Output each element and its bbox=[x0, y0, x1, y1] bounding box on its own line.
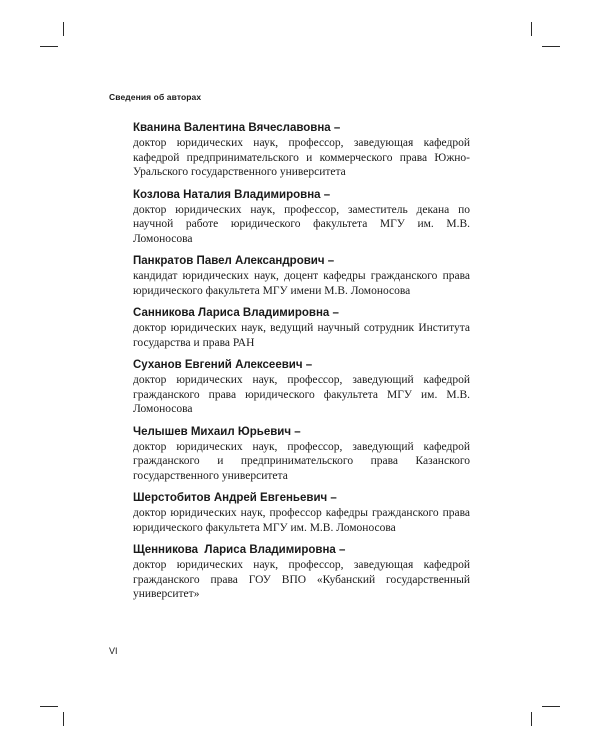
author-description: доктор юридических наук, профессор, заместитель декана по научной работе юридического факультета МГУ им. М.В. Ломоносова bbox=[133, 203, 470, 245]
crop-mark-bottom-right-h bbox=[542, 706, 560, 707]
crop-mark-bottom-left bbox=[63, 712, 64, 726]
page-number: VI bbox=[109, 646, 118, 656]
author-name: Санникова Лариса Владимировна – bbox=[133, 307, 339, 319]
crop-mark-top-right bbox=[531, 22, 532, 36]
author-description: доктор юридических наук, профессор, заведующий кафедрой гражданского и предпринимательского права Казанского государственного университета bbox=[133, 440, 470, 482]
author-description: доктор юридических наук, профессор, заведующий кафедрой гражданского права юридического факультета МГУ им. М.В. Ломоносова bbox=[133, 374, 470, 415]
crop-mark-top-left-h bbox=[40, 46, 58, 47]
author-description: доктор юридических наук, ведущий научный сотрудник Института государства и права РАН bbox=[133, 322, 470, 349]
author-entry bbox=[133, 306, 470, 350]
author-name: Щенникова Лариса Владимировна – bbox=[133, 544, 346, 556]
crop-mark-bottom-right bbox=[531, 712, 532, 726]
author-name: Козлова Наталия Владимировна – bbox=[133, 188, 331, 201]
author-description: доктор юридических наук, профессор, заведующая кафедрой гражданского права ГОУ ВПО «Кубанский государственный университет» bbox=[133, 559, 470, 600]
author-entry bbox=[133, 543, 470, 602]
author-name: Челышев Михаил Юрьевич – bbox=[133, 425, 301, 438]
author-name: Кванина Валентина Вячеславовна – bbox=[133, 122, 341, 134]
running-head: Сведения об авторах bbox=[109, 92, 202, 102]
author-description: кандидат юридических наук, доцент кафедры гражданского права юридического факультета МГУ имени М.В. Ломоносова bbox=[133, 270, 470, 297]
author-name: Панкратов Павел Александрович – bbox=[133, 255, 335, 267]
crop-mark-bottom-left-h bbox=[40, 706, 58, 707]
author-entry bbox=[133, 425, 470, 484]
author-entry bbox=[133, 358, 470, 417]
author-entry bbox=[133, 491, 470, 535]
author-name: Шерстобитов Андрей Евгеньевич – bbox=[133, 492, 337, 504]
author-description: доктор юридических наук, профессор, заведующая кафедрой кафедрой предпринимательского и коммерческого права Южно-Уральского государственного университета bbox=[133, 137, 470, 178]
author-name: Суханов Евгений Алексеевич – bbox=[133, 359, 313, 371]
crop-mark-top-left bbox=[63, 22, 64, 36]
author-entry bbox=[133, 121, 470, 180]
author-list bbox=[133, 121, 470, 610]
crop-mark-top-right-h bbox=[542, 46, 560, 47]
author-entry bbox=[133, 188, 470, 247]
author-entry bbox=[133, 254, 470, 298]
author-description: доктор юридических наук, профессор кафедры гражданского права юридического факультета МГУ им. М.В. Ломоносова bbox=[133, 507, 470, 534]
